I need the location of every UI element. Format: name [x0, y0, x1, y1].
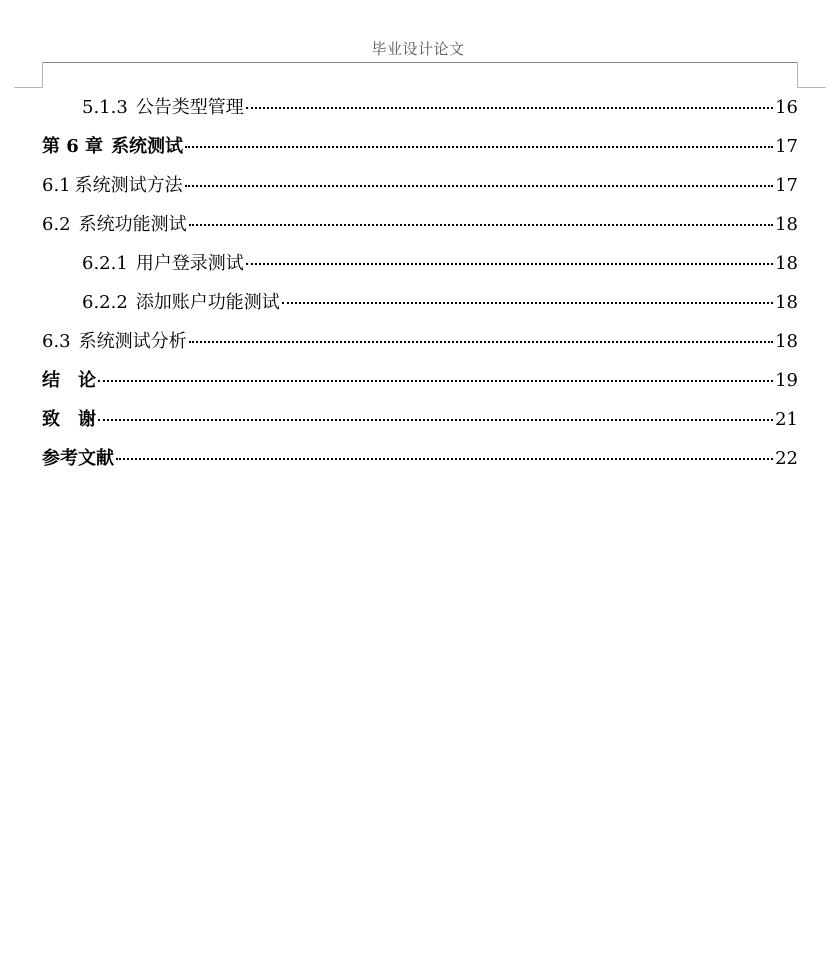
toc-entry-number: 6.2.2 [82, 292, 128, 313]
toc-entry-title: 系统测试分析 [78, 331, 187, 352]
page-header-title: 毕业设计论文 [371, 40, 465, 58]
toc-dot-leader [189, 224, 773, 226]
toc-entry-conclusion[interactable] [42, 366, 798, 405]
header-divider [42, 62, 797, 63]
table-of-contents [42, 93, 798, 483]
toc-entry-references[interactable] [42, 444, 798, 483]
toc-entry-number: 5.1.3 [82, 97, 128, 118]
margin-corner-mark-right [797, 62, 826, 88]
toc-entry-chapter-6[interactable] [42, 132, 798, 171]
toc-entry-6-2-2[interactable] [42, 288, 798, 327]
toc-entry-title: 系统测试 [111, 136, 184, 157]
toc-entry-number: 6.1 [42, 175, 71, 196]
toc-entry-6-2[interactable] [42, 210, 798, 249]
toc-dot-leader [98, 380, 773, 382]
toc-entry-number: 6.2.1 [82, 253, 128, 274]
toc-entry-title: 致 谢 [42, 409, 96, 430]
toc-entry-title: 添加账户功能测试 [135, 292, 280, 313]
toc-entry-number: 6.2 [42, 214, 71, 235]
toc-entry-title: 参考文献 [42, 448, 114, 469]
toc-entry-title: 公告类型管理 [135, 97, 244, 118]
margin-corner-mark-left [14, 62, 43, 88]
toc-entry-title: 系统功能测试 [78, 214, 187, 235]
toc-dot-leader [185, 185, 773, 187]
toc-entry-page: 16 [775, 97, 798, 118]
toc-dot-leader [185, 146, 773, 148]
toc-entry-6-3[interactable] [42, 327, 798, 366]
toc-entry-page: 18 [775, 214, 798, 235]
toc-entry-page: 22 [775, 448, 798, 469]
toc-entry-5-1-3[interactable] [42, 93, 798, 132]
toc-entry-page: 19 [775, 370, 798, 391]
toc-entry-page: 18 [775, 253, 798, 274]
toc-entry-acknowledgements[interactable] [42, 405, 798, 444]
toc-entry-number: 6.3 [42, 331, 71, 352]
toc-entry-page: 21 [775, 409, 798, 430]
toc-entry-title: 系统测试方法 [74, 175, 183, 196]
toc-dot-leader [246, 107, 773, 109]
toc-entry-page: 17 [775, 175, 798, 196]
toc-dot-leader [189, 341, 773, 343]
toc-entry-page: 17 [775, 136, 798, 157]
toc-entry-title: 用户登录测试 [135, 253, 244, 274]
toc-dot-leader [98, 419, 773, 421]
toc-dot-leader [246, 263, 773, 265]
toc-dot-leader [282, 302, 773, 304]
toc-entry-title: 结 论 [42, 370, 96, 391]
toc-dot-leader [116, 458, 773, 460]
toc-entry-number: 第 6 章 [42, 136, 104, 157]
toc-entry-page: 18 [775, 331, 798, 352]
toc-entry-page: 18 [775, 292, 798, 313]
toc-entry-6-1[interactable] [42, 171, 798, 210]
toc-entry-6-2-1[interactable] [42, 249, 798, 288]
